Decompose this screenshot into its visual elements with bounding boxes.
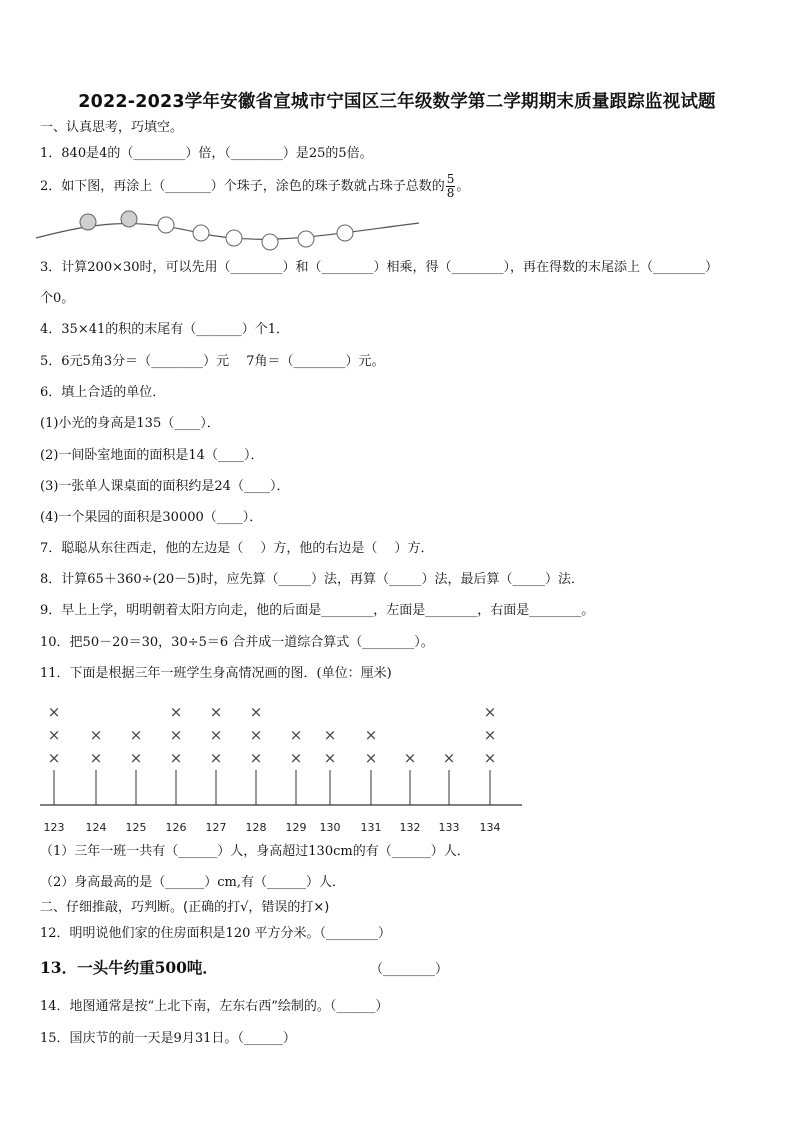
question-1: 1．840是4的（________）倍，（________）是25的5倍。 bbox=[40, 146, 373, 161]
section-2-heading: 二、仔细推敲，巧判断。(正确的打√，错误的打×) bbox=[40, 900, 330, 915]
bead-shaded bbox=[121, 211, 137, 227]
chart-tick-label: 132 bbox=[399, 821, 421, 834]
question-6: 6．填上合适的单位． bbox=[40, 385, 166, 400]
chart-tick-label: 134 bbox=[479, 821, 501, 834]
chart-cross-mark: × bbox=[47, 726, 61, 744]
chart-cross-mark: × bbox=[89, 726, 103, 744]
question-2-text: 2．如下图，再涂上（_______）个珠子，涂色的珠子数就占珠子总数的 bbox=[40, 179, 445, 194]
bead bbox=[298, 231, 314, 247]
bead bbox=[193, 225, 209, 241]
chart-cross-mark: × bbox=[129, 726, 143, 744]
chart-cross-mark: × bbox=[483, 749, 497, 767]
chart-cross-mark: × bbox=[289, 726, 303, 744]
question-11-1: （1）三年一班一共有（______）人，身高超过130cm的有（______）人． bbox=[40, 844, 470, 859]
chart-cross-mark: × bbox=[249, 749, 263, 767]
chart-tick-label: 129 bbox=[285, 821, 307, 834]
question-11-2: （2）身高最高的是（______）cm,有（______）人． bbox=[40, 875, 346, 890]
question-12: 12．明明说他们家的住房面积是120 平方分米。（________） bbox=[40, 926, 391, 941]
question-2 bbox=[40, 173, 469, 200]
chart-cross-mark: × bbox=[289, 749, 303, 767]
exam-title: 2022-2023学年安徽省宣城市宁国区三年级数学第二学期期末质量跟踪监视试题 bbox=[78, 92, 716, 112]
question-2-end: 。 bbox=[456, 179, 470, 194]
chart-tick-label: 123 bbox=[43, 821, 65, 834]
chart-cross-mark: × bbox=[403, 749, 417, 767]
chart-cross-mark: × bbox=[323, 726, 337, 744]
question-13: 13．一头牛约重500吨． bbox=[40, 958, 218, 977]
bead-shaded bbox=[80, 214, 96, 230]
section-1-heading: 一、认真思考，巧填空。 bbox=[40, 120, 184, 135]
chart-cross-mark: × bbox=[169, 749, 183, 767]
chart-tick-label: 131 bbox=[360, 821, 382, 834]
chart-cross-mark: × bbox=[209, 749, 223, 767]
chart-tick-label: 126 bbox=[165, 821, 187, 834]
chart-cross-mark: × bbox=[47, 703, 61, 721]
question-3-line-1: 3．计算200×30时，可以先用（________）和（________）相乘，得（________），再在得数的末尾添上（________） bbox=[40, 260, 719, 275]
question-14: 14．地图通常是按“上北下南，左东右西”绘制的。（______） bbox=[40, 999, 389, 1014]
question-11: 11．下面是根据三年一班学生身高情况画的图．(单位：厘米) bbox=[40, 666, 392, 681]
chart-tick-label: 133 bbox=[438, 821, 460, 834]
question-10: 10．把50－20＝30，30÷5＝6 合并成一道综合算式（________）。 bbox=[40, 635, 434, 650]
question-6-4: (4)一个果园的面积是30000（____）． bbox=[40, 510, 263, 525]
chart-cross-mark: × bbox=[249, 726, 263, 744]
chart-cross-mark: × bbox=[442, 749, 456, 767]
fraction-numerator: 5 bbox=[446, 172, 455, 186]
chart-cross-mark: × bbox=[47, 749, 61, 767]
chart-cross-mark: × bbox=[364, 726, 378, 744]
question-15: 15．国庆节的前一天是9月31日。（______） bbox=[40, 1031, 296, 1046]
question-6-3: (3)一张单人课桌面的面积约是24（____）． bbox=[40, 479, 290, 494]
chart-cross-mark: × bbox=[249, 703, 263, 721]
chart-tick-label: 124 bbox=[85, 821, 107, 834]
question-6-2: (2)一间卧室地面的面积是14（____）． bbox=[40, 448, 264, 463]
question-4: 4．35×41的积的末尾有（_______）个1． bbox=[40, 322, 290, 337]
chart-cross-mark: × bbox=[483, 703, 497, 721]
height-chart bbox=[0, 695, 560, 843]
question-5: 5．6元5角3分＝（________）元 7角＝（________）元。 bbox=[40, 354, 385, 369]
chart-tick-label: 127 bbox=[205, 821, 227, 834]
question-7: 7．聪聪从东往西走，他的左边是（ ）方，他的右边是（ ）方． bbox=[40, 541, 434, 556]
chart-cross-mark: × bbox=[169, 703, 183, 721]
question-13-blank: （________） bbox=[370, 962, 449, 977]
question-6-1: (1)小光的身高是135（____）． bbox=[40, 416, 220, 431]
question-3-line-2: 个0。 bbox=[40, 291, 75, 306]
bead bbox=[158, 217, 174, 233]
chart-tick-label: 130 bbox=[319, 821, 341, 834]
chart-tick-label: 125 bbox=[125, 821, 147, 834]
chart-cross-mark: × bbox=[169, 726, 183, 744]
bead bbox=[262, 234, 278, 250]
beads-figure bbox=[34, 205, 424, 255]
chart-cross-mark: × bbox=[209, 703, 223, 721]
bead bbox=[226, 230, 242, 246]
question-8: 8．计算65＋360÷(20－5)时，应先算（_____）法，再算（_____）法，最后算（_____）法． bbox=[40, 572, 584, 587]
chart-tick-label: 128 bbox=[245, 821, 267, 834]
chart-cross-mark: × bbox=[129, 749, 143, 767]
chart-cross-mark: × bbox=[89, 749, 103, 767]
fraction-denominator: 8 bbox=[446, 186, 455, 200]
bead bbox=[337, 225, 353, 241]
chart-cross-mark: × bbox=[483, 726, 497, 744]
fraction bbox=[446, 173, 456, 200]
question-9: 9．早上上学，明明朝着太阳方向走，他的后面是________，左面是________，右面是________。 bbox=[40, 603, 595, 618]
chart-cross-mark: × bbox=[209, 726, 223, 744]
chart-cross-mark: × bbox=[323, 749, 337, 767]
chart-cross-mark: × bbox=[364, 749, 378, 767]
